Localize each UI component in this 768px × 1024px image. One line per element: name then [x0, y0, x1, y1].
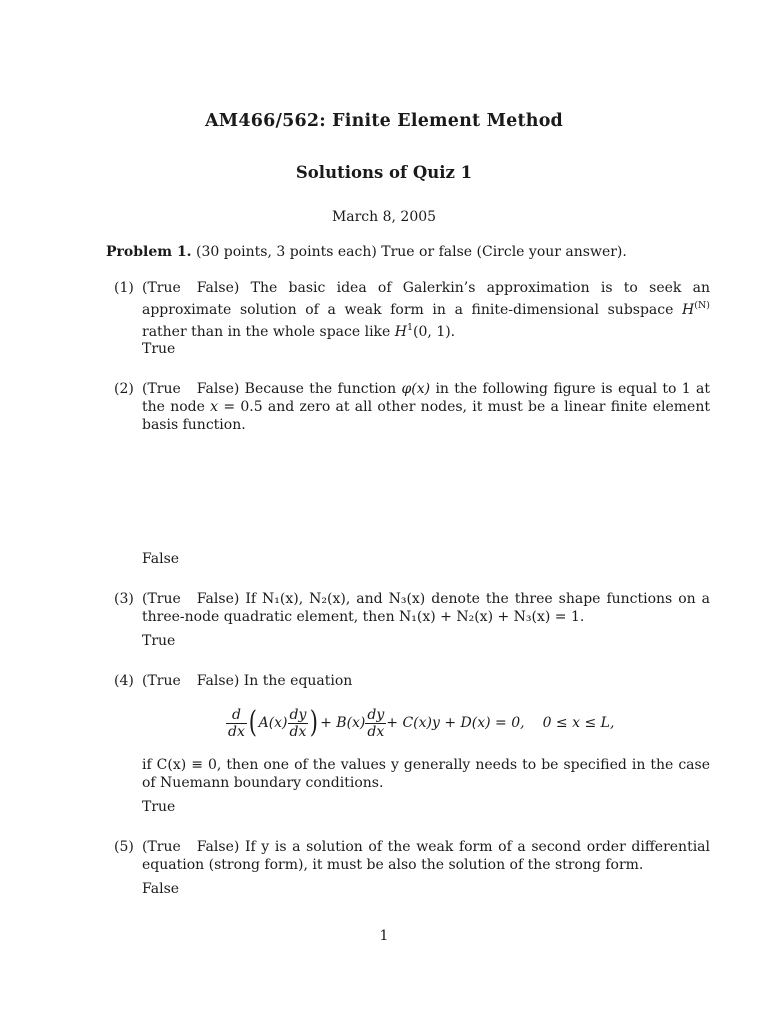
- question-3-true-option: (True: [142, 591, 181, 607]
- question-5: [114, 838, 710, 874]
- question-1-text-a: The basic idea of Galerkin’s approximation is to seek an approximate solution of a weak form in a finite-dimensional subspace: [142, 280, 711, 318]
- question-2-true-option: (True: [142, 381, 181, 397]
- problem-heading: [106, 244, 627, 260]
- question-2-number: (2): [114, 381, 134, 397]
- problem-label: Problem 1.: [106, 244, 192, 260]
- question-2-math-a: φ(x): [401, 381, 431, 397]
- question-2-false-option: False): [196, 381, 240, 397]
- question-3-number: (3): [114, 591, 134, 607]
- page-number: 1: [379, 928, 389, 944]
- question-4-number: (4): [114, 673, 134, 689]
- question-2-math-b: x: [210, 399, 219, 415]
- equation-rest: + C(x)y + D(x) = 0,: [386, 715, 525, 731]
- equation-d-dx: $\frac{d}{dx}$: [228, 706, 245, 740]
- question-2-text-c: = 0.5 and zero at all other nodes, it must be a linear finite element basis function.: [142, 399, 710, 433]
- equation-a-term: A(x): [258, 715, 288, 731]
- equation: [226, 700, 646, 746]
- question-1-math-a: H: [682, 302, 695, 318]
- document-subtitle: Solutions of Quiz 1: [295, 163, 473, 182]
- question-5-false-option: False): [196, 839, 240, 855]
- question-5-answer: False: [142, 881, 180, 897]
- question-4-answer: True: [142, 799, 176, 815]
- question-1-true-option: (True: [142, 280, 181, 296]
- question-3: [114, 590, 710, 626]
- question-2-text-b: in the following figure is equal to 1 at the node: [142, 381, 710, 415]
- question-5-text: If y is a solution of the weak form of a second order differential equation (strong form), it must be also the solution of the strong form.: [142, 839, 711, 873]
- equation-range: 0 ≤ x ≤ L,: [542, 715, 615, 731]
- equation-b-term: + B(x): [320, 715, 366, 731]
- question-4: [114, 672, 710, 690]
- equation-right-paren: ): [310, 705, 319, 740]
- question-1-text-c: (0, 1).: [413, 324, 456, 340]
- question-1-false-option: False): [196, 280, 240, 296]
- question-1-math-b-sup: 1: [407, 322, 414, 333]
- question-4-false-option: False): [196, 673, 240, 689]
- equation-dy-dx-1: $\frac{dy}{dx}$: [289, 706, 307, 740]
- question-1-math-b: H: [394, 324, 407, 340]
- question-4-text-after: if C(x) ≡ 0, then one of the values y generally needs to be specified in the case of Nuemann boundary conditions.: [142, 757, 710, 791]
- question-1-math-a-sup: (N): [694, 300, 710, 311]
- question-1-answer: True: [142, 341, 176, 357]
- question-1: [114, 279, 710, 341]
- question-5-true-option: (True: [142, 839, 181, 855]
- question-4-text: In the equation: [243, 673, 353, 689]
- question-4-true-option: (True: [142, 673, 181, 689]
- question-4-after: [142, 756, 710, 792]
- question-2-text-a: Because the function: [244, 381, 402, 397]
- document-date: March 8, 2005: [331, 209, 437, 225]
- question-2-answer: False: [142, 551, 180, 567]
- question-3-answer: True: [142, 633, 176, 649]
- question-5-number: (5): [114, 839, 134, 855]
- question-1-text-b: rather than in the whole space like: [142, 324, 395, 340]
- question-1-number: (1): [114, 280, 134, 296]
- question-3-false-option: False): [196, 591, 240, 607]
- question-2: [114, 380, 710, 434]
- document-title: AM466/562: Finite Element Method: [205, 111, 563, 131]
- equation-left-paren: (: [248, 705, 257, 740]
- problem-description: (30 points, 3 points each) True or false (Circle your answer).: [196, 244, 627, 260]
- equation-dy-dx-2: $\frac{dy}{dx}$: [367, 706, 385, 740]
- question-3-text: If N₁(x), N₂(x), and N₃(x) denote the three shape functions on a three-node quadratic element, then N₁(x) + N₂(x) + N₃(x) = 1.: [142, 591, 711, 625]
